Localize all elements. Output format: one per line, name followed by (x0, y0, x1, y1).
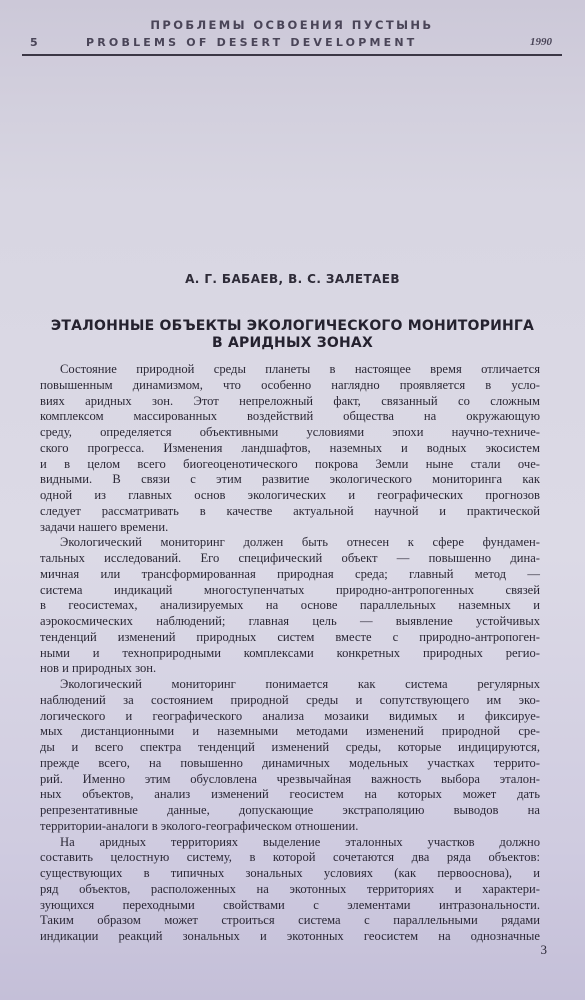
issue-number: 5 (30, 36, 41, 49)
body-text-line: рий. Именно этим обусловлена чрезвычайная важность выбора эталон- (40, 771, 540, 786)
body-text-line: На аридных территориях выделение эталонных участков должно (60, 834, 540, 849)
article-title-line-2: В АРИДНЫХ ЗОНАХ (212, 335, 373, 351)
body-text-line: виях аридных зон. Этот непреложный факт, связанный со сложным (40, 393, 540, 408)
body-text-line: следует рассматривать в качестве актуальной научной и практической (40, 503, 540, 518)
body-text-line: ными и техноприродными комплексами конкретных природных регио- (40, 645, 540, 660)
body-text-line: мых дистанционными и наземными методами изменений природной сре- (40, 724, 540, 739)
article-body (40, 362, 540, 945)
body-text-line: прежде всего, на повышенно динамичных модельных участках террито- (40, 755, 540, 770)
body-text-line: комплексом массированных воздействий общества на окружающую (40, 409, 540, 424)
body-text-line: нов и природных зон. (40, 661, 157, 676)
body-text-line: ды и всего спектра тенденций изменений среды, которые индицируются, (40, 740, 540, 754)
body-text-line: повышенным динамизмом, что особенно наглядно проявляется в усло- (40, 377, 540, 392)
body-text-line: в геосистемах, анализируемых на основе параллельных наземных и (40, 598, 540, 613)
journal-title-en: PROBLEMS OF DESERT DEVELOPMENT (86, 36, 418, 49)
body-text-line: наблюдений за состоянием природной среды и сопутствующего им эко- (40, 692, 540, 707)
body-text-line: Состояние природной среды планеты в настоящее время отличается (60, 362, 540, 376)
body-text-line: мичная или трансформированная природная среда; главный метод — (40, 566, 540, 581)
body-text-line: существующих в типичных зональных условиях (как первооснова), и (40, 866, 540, 880)
body-text-line: ных объектов, анализ изменений геосистем на которых может дать (40, 787, 540, 802)
body-text-line: Таким образом может строиться система с параллельными рядами (40, 913, 540, 928)
body-text-line: ряд объектов, расположенных на экотонных территориях и характери- (40, 881, 540, 896)
body-text-line: Экологический мониторинг понимается как система регулярных (60, 677, 540, 691)
body-text-line: система индикаций многоступенчатых природно-антропогенных связей (40, 582, 540, 597)
page-number: 3 (540, 942, 547, 957)
body-text-line: индикации реакций зональных и экотонных геосистем на однозначные (40, 929, 540, 943)
journal-title-ru: ПРОБЛЕМЫ ОСВОЕНИЯ ПУСТЫНЬ (150, 18, 434, 32)
body-text-line: Экологический мониторинг должен быть отнесен к сфере фундамен- (60, 535, 540, 550)
body-text-line: аэрокосмических наблюдений; главная цель — выявление устойчивых (40, 614, 540, 628)
body-text-line: логического и географического анализа мозаики видимых и фиксируе- (40, 708, 540, 723)
body-text-line: территории-аналоги в эколого-географическом отношении. (40, 818, 359, 833)
running-header (22, 14, 562, 56)
publication-year: 1990 (530, 36, 552, 48)
body-text-line: среду, определяется объективными условиями эпохи научно-техниче- (40, 425, 540, 439)
body-text-line: репрезентативные данные, допускающие экстраполяцию выводов на (40, 803, 540, 817)
body-text-line: тенденций изменений природных систем вместе с природно-антропоген- (40, 629, 540, 644)
body-text-line: ского прогресса. Изменения ландшафтов, наземных и водных экосистем (40, 440, 540, 455)
body-text-line: и в целом всего биогеоценотического покрова Земли ныне стали оче- (40, 456, 540, 471)
body-text-line: видными. В связи с этим развитие экологического мониторинга как (40, 472, 540, 487)
article-authors: А. Г. БАБАЕВ, В. С. ЗАЛЕТАЕВ (185, 272, 400, 286)
body-text-line: задачи нашего времени. (40, 519, 169, 534)
body-text-line: одной из главных основ экологических и географических прогнозов (40, 488, 540, 502)
body-text-line: зующихся переходными свойствами с элементами интразональности. (40, 897, 540, 912)
body-text-line: тальных исследований. Его специфический объект — повышенно дина- (40, 551, 540, 565)
body-text-line: составить целостную систему, в которой сочетаются два ряда объектов: (40, 850, 540, 865)
article-title-line-1: ЭТАЛОННЫЕ ОБЪЕКТЫ ЭКОЛОГИЧЕСКОГО МОНИТОРИНГА (50, 318, 535, 334)
